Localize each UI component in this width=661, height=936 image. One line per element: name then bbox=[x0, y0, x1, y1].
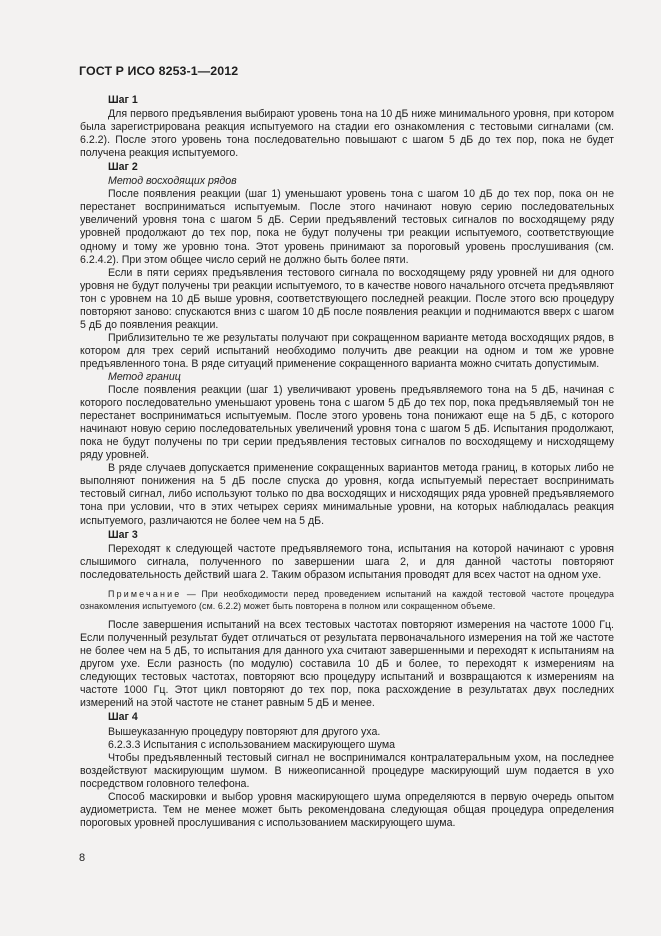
paragraph: Приблизительно те же результаты получают при сокращенном варианте метода восходящих рядов, в котором для трех серий испытаний необходимо получить две реакции на одном и том же уровне предъявленного тона. В ряде ситуаций применение сокращенного варианта можно считать допустимым. bbox=[80, 331, 614, 370]
paragraph: Вышеуказанную процедуру повторяют для другого уха. bbox=[108, 725, 381, 738]
paragraph: Чтобы предъявленный тестовый сигнал не воспринимался контралатеральным ухом, на последнее воздействуют маскирующим шумом. В нижеописанной процедуре маскирующий шум подается в ухо посредством головного телефона. bbox=[80, 751, 614, 790]
ascending-method-heading: Метод восходящих рядов bbox=[108, 175, 237, 188]
step-1-title: Шаг 1 bbox=[108, 94, 138, 106]
paragraph: После завершения испытаний на всех тестовых частотах повторяют измерения на частоте 1000 Гц. Если полученный результат будет отличаться от результата первоначального измерения на той же частоте не более чем на 5 дБ, то испытания для данного уха считают завершенными и переходят к испытаниям на другом ухе. Если разность (по модулю) составила 10 дБ и более, то переходят к измерениям на следующих тестовых частотах, повторяют всю процедуру испытаний и возвращаются к измерениям на частоте 1000 Гц. Этот цикл повторяют до тех пор, пока расхождение в результатах двух последних измерений на этой частоте не станет равным 5 дБ и менее. bbox=[80, 619, 614, 710]
paragraph: После появления реакции (шаг 1) уменьшают уровень тона с шагом 10 дБ до тех пор, пока он не перестанет восприниматься испытуемым. После этого начинают новую серию последовательных увеличений уровня тона с шагом 5 дБ. Серии предъявлений тестовых сигналов по восходящему ряду уровней продолжают до тех пор, пока не будут получены три реакции испытуемого, соответствующие одному и тому же уровню тона. Этот уровень принимают за пороговый уровень прослушивания (см. 6.2.4.2). При этом общее число серий не должно быть более пяти. bbox=[80, 188, 614, 266]
page-number: 8 bbox=[79, 852, 86, 864]
note-label: Примечание bbox=[108, 588, 182, 599]
paragraph: После появления реакции (шаг 1) увеличивают уровень предъявляемого тона на 5 дБ, начиная с которого последовательно уменьшают уровень тона с шагом 5 дБ до тех пор, пока предъявляемый тон не перестанет восприниматься испытуемым. После этого уровень тона понижают еще на 5 дБ, с которого начинают новую серию последовательных увеличений уровня тона с шагом 5 дБ. Испытания продолжают, пока не будут получены по три серии предъявления тестовых сигналов по восходящему и нисходящему ряду уровней. bbox=[80, 384, 614, 462]
paragraph: Если в пяти сериях предъявления тестового сигнала по восходящему ряду уровней ни для одного уровня не будут получены три реакции испытуемого, то в качестве нового начального отсчета предъявляют тон с уровнем на 10 дБ выше уровня, соответствующего последней реакции. После этого всю процедуру повторяют заново: спускаются вниз с шагом 10 дБ после появления реакции и поднимаются вверх с шагом 5 дБ до появления реакции. bbox=[80, 266, 614, 331]
paragraph: Для первого предъявления выбирают уровень тона на 10 дБ ниже минимального уровня, при котором была зарегистрирована реакция испытуемого на стадии его ознакомления с тестовыми сигналами (см. 6.2.2). После этого уровень тона последовательно повышают с шагом 5 дБ до тех пор, пока не будет получена реакция испытуемого. bbox=[80, 108, 614, 160]
step-4-title: Шаг 4 bbox=[108, 711, 138, 724]
document-body bbox=[80, 93, 614, 830]
step-3-title: Шаг 3 bbox=[108, 528, 138, 541]
bracketing-method-heading: Метод границ bbox=[108, 370, 181, 383]
section-heading: 6.2.3.3 Испытания с использованием маскирующего шума bbox=[108, 738, 395, 751]
step-2-title: Шаг 2 bbox=[108, 161, 138, 174]
paragraph: Способ маскировки и выбор уровня маскирующего шума определяются в первую очередь опытом аудиометриста. Тем не менее может быть рекомендована следующая общая процедура определения пороговых уровней прослушивания с использованием маскирующего шума. bbox=[80, 790, 614, 829]
paragraph: Переходят к следующей частоте предъявляемого тона, испытания на которой начинают с уровня слышимого сигнала, полученного по завершении шага 2, и для данной частоты повторяют последовательность действий шага 2. Таким образом испытания проводят для всех частот на одном ухе. bbox=[80, 542, 614, 581]
note bbox=[80, 588, 614, 612]
note-text: — При необходимости перед проведением испытаний на каждой тестовой частоте процедура ознакомления испытуемого (см. 6.2.2) может быть повторена в полном или сокращенном объеме. bbox=[80, 588, 614, 611]
paragraph: В ряде случаев допускается применение сокращенных вариантов метода границ, в которых либо не выполняют понижения на 5 дБ после спуска до уровня, когда испытуемый перестает воспринимать тестовый сигнал, либо используют только по два восходящих и нисходящих ряда уровней предъявляемого тона при условии, что в этих четырех сериях минимальные уровни, на которых наблюдалась реакция испытуемого, различаются не более чем на 5 дБ. bbox=[80, 462, 614, 527]
standard-header: ГОСТ Р ИСО 8253-1—2012 bbox=[79, 64, 239, 78]
